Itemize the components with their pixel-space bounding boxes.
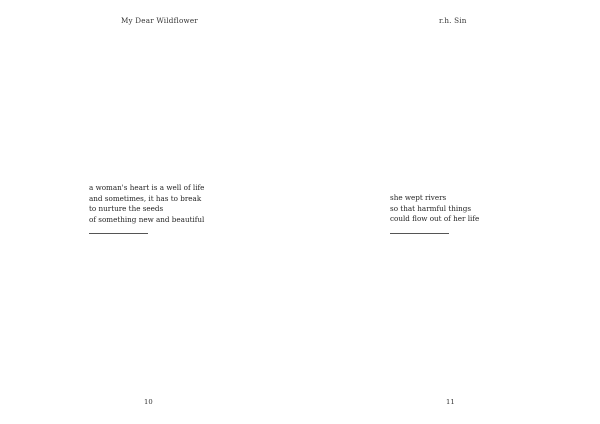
author-header: r.h. Sin (439, 16, 467, 25)
poem-line: could flow out of her life (390, 214, 480, 224)
right-page (300, 0, 600, 424)
page-number: 10 (144, 398, 153, 406)
poem-line: a woman's heart is a well of life (89, 183, 205, 192)
poem-right (390, 193, 479, 225)
poem-line: and sometimes, it has to break (89, 193, 202, 203)
poem-line: to nurture the seeds (89, 204, 164, 214)
book-title-header: My Dear Wildflower (121, 16, 198, 25)
poem-line: of something new and beautiful (89, 214, 205, 224)
page-number: 11 (446, 398, 455, 406)
poem-divider (89, 233, 148, 234)
poem-divider (390, 233, 449, 234)
poem-line: she wept rivers (390, 193, 447, 202)
poem-line: so that harmful things (390, 203, 472, 213)
poem-left (89, 183, 204, 225)
